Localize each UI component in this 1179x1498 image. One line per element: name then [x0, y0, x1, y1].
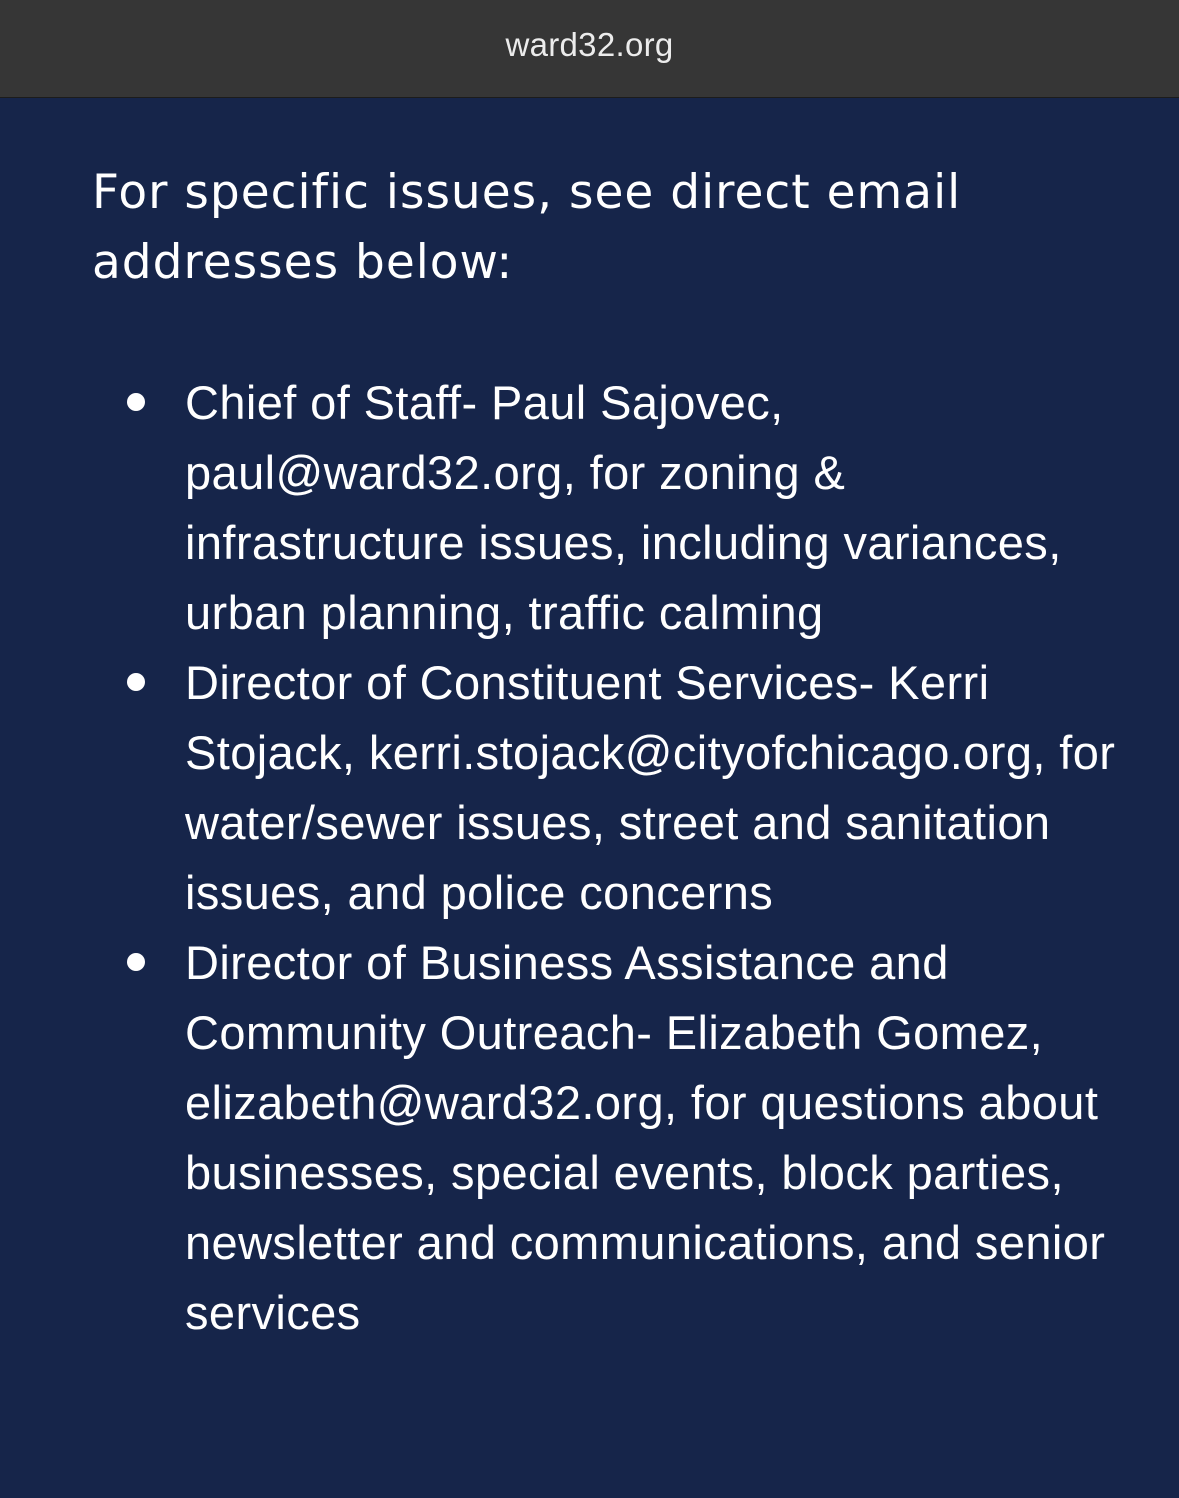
contact-text: Director of Business Assistance and Community Outreach- Elizabeth Gomez, elizabeth@ward32.org, for questions about businesses, special events, block parties, newsletter and communications, and senior services — [185, 936, 1106, 1339]
contact-list — [185, 368, 1125, 1348]
bullet-icon — [127, 393, 145, 411]
contact-item-business-assistance — [185, 928, 1125, 1348]
page-content — [0, 98, 1179, 1498]
browser-url-bar[interactable] — [0, 0, 1179, 98]
bullet-icon — [127, 953, 145, 971]
intro-text: For specific issues, see direct email addresses below: — [92, 165, 962, 290]
contact-item-constituent-services — [185, 648, 1125, 928]
contact-text: Director of Constituent Services- Kerri Stojack, kerri.stojack@cityofchicago.org, for water/sewer issues, street and sanitation issues, and police concerns — [185, 656, 1116, 919]
contact-text: Chief of Staff- Paul Sajovec, paul@ward32.org, for zoning & infrastructure issues, including variances, urban planning, traffic calming — [185, 376, 1062, 639]
url-text[interactable]: ward32.org — [505, 25, 674, 63]
bullet-icon — [127, 673, 145, 691]
contact-item-chief-of-staff — [185, 368, 1125, 648]
